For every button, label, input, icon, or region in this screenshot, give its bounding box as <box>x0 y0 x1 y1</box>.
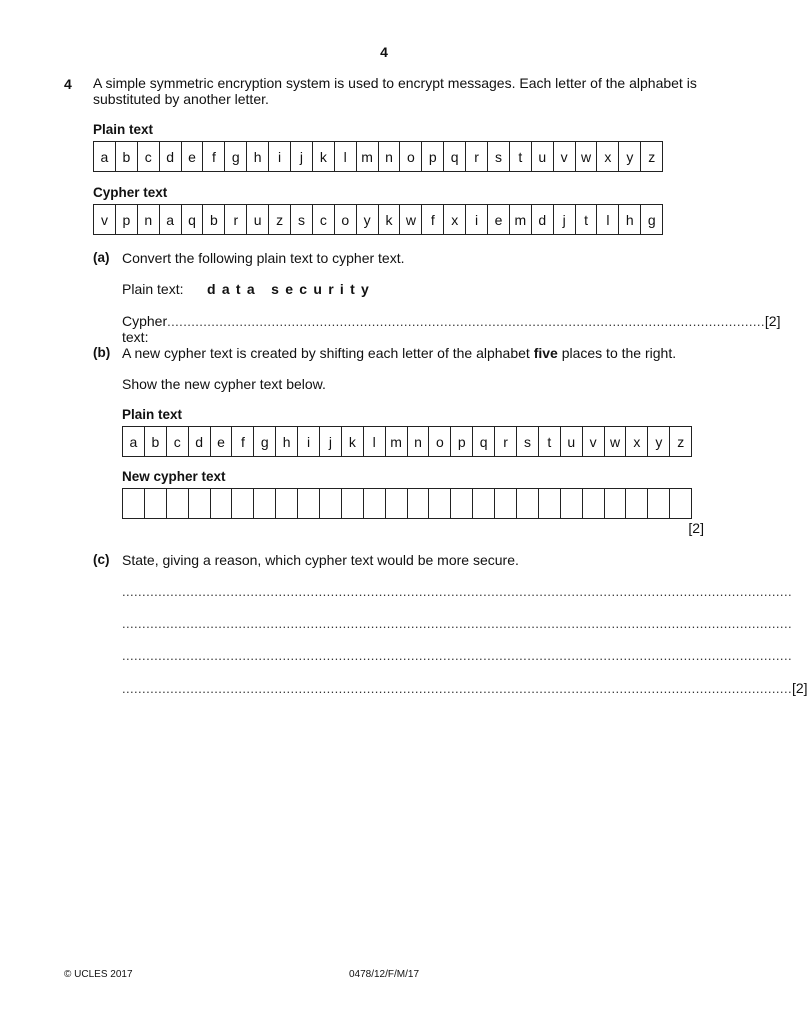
cypher-letter-cell: g <box>641 205 663 235</box>
new-cypher-cell[interactable] <box>166 489 188 519</box>
plain-letter-cell: b <box>144 427 166 457</box>
new-cypher-cell[interactable] <box>123 489 145 519</box>
new-cypher-cell[interactable] <box>473 489 495 519</box>
new-cypher-cell[interactable] <box>560 489 582 519</box>
new-cypher-cell[interactable] <box>648 489 670 519</box>
cypher-letter-cell: m <box>509 205 531 235</box>
part-c-answer-line-1[interactable] <box>122 584 792 599</box>
plain-letter-cell: o <box>429 427 451 457</box>
cypher-letter-cell: j <box>553 205 575 235</box>
plain-letter-cell: u <box>560 427 582 457</box>
plain-letter-cell: z <box>641 142 663 172</box>
question-intro: A simple symmetric encryption system is used to encrypt messages. Each letter of the alphabet is substituted by another letter. <box>93 75 697 107</box>
cypher-letter-cell: e <box>488 205 510 235</box>
part-b-plain-row <box>123 427 692 457</box>
cypher-letter-cell: x <box>444 205 466 235</box>
part-c-answer-line-2[interactable] <box>122 616 792 631</box>
plain-letter-cell: c <box>166 427 188 457</box>
cypher-letter-cell: k <box>378 205 400 235</box>
plain-letter-cell: a <box>94 142 116 172</box>
new-cypher-cell[interactable] <box>670 489 692 519</box>
plain-letter-cell: x <box>597 142 619 172</box>
new-cypher-cell[interactable] <box>626 489 648 519</box>
part-b-emphasis: five <box>533 345 558 361</box>
cypher-letter-cell: b <box>203 205 225 235</box>
new-cypher-row[interactable] <box>123 489 692 519</box>
plain-letter-cell: w <box>604 427 626 457</box>
part-a-text: Convert the following plain text to cypher text. <box>122 250 405 266</box>
plain-letter-cell: s <box>517 427 539 457</box>
cypher-letter-cell: t <box>575 205 597 235</box>
new-cypher-cell[interactable] <box>188 489 210 519</box>
plain-letter-cell: y <box>619 142 641 172</box>
plain-letter-cell: j <box>320 427 342 457</box>
new-cypher-cell[interactable] <box>363 489 385 519</box>
part-c-text: State, giving a reason, which cypher text would be more secure. <box>122 552 519 568</box>
part-c-mark: [2] <box>791 680 808 696</box>
answer-dots: ....................................................................................................................................................................... <box>122 616 792 631</box>
new-cypher-cell[interactable] <box>320 489 342 519</box>
part-b-plain-table <box>122 426 692 457</box>
answer-dots: ....................................................................................................................................................................... <box>122 648 792 663</box>
cypher-letter-cell: w <box>400 205 422 235</box>
new-cypher-cell[interactable] <box>407 489 429 519</box>
plain-letter-cell: f <box>203 142 225 172</box>
cypher-letter-cell: d <box>531 205 553 235</box>
plain-letter-cell: q <box>444 142 466 172</box>
new-cypher-cell[interactable] <box>604 489 626 519</box>
new-cypher-cell[interactable] <box>495 489 517 519</box>
plain-letter-cell: x <box>626 427 648 457</box>
plain-letter-cell: g <box>225 142 247 172</box>
plain-letter-cell: l <box>363 427 385 457</box>
new-cypher-table[interactable] <box>122 488 692 519</box>
plain-letter-cell: y <box>648 427 670 457</box>
part-b-label: (b) <box>93 345 111 360</box>
new-cypher-cell[interactable] <box>298 489 320 519</box>
new-cypher-cell[interactable] <box>341 489 363 519</box>
answer-dots: ..................................................................................................................................................... <box>167 314 765 329</box>
part-c-label: (c) <box>93 552 110 567</box>
cypher-letter-cell: y <box>356 205 378 235</box>
plain-letter-cell: o <box>400 142 422 172</box>
plain-letter-cell: v <box>582 427 604 457</box>
plain-letter-cell: z <box>670 427 692 457</box>
part-a-plain-value: d a t a s e c u r i t y <box>207 281 371 297</box>
plain-letter-cell: n <box>407 427 429 457</box>
plain-letter-cell: e <box>210 427 232 457</box>
part-b-plain-heading: Plain text <box>122 407 183 422</box>
cypher-letter-cell: n <box>137 205 159 235</box>
part-a-plain-label: Plain text: <box>122 281 184 297</box>
part-a-cypher-label: Cypher text: <box>122 313 168 345</box>
plain-letter-cell: t <box>509 142 531 172</box>
plain-letter-cell: k <box>341 427 363 457</box>
new-cypher-cell[interactable] <box>254 489 276 519</box>
cypher-text-row <box>94 205 663 235</box>
cypher-letter-cell: i <box>466 205 488 235</box>
cypher-letter-cell: s <box>291 205 313 235</box>
plain-letter-cell: n <box>378 142 400 172</box>
plain-letter-cell: p <box>422 142 444 172</box>
new-cypher-cell[interactable] <box>276 489 298 519</box>
answer-dots: ....................................................................................................................................................................... <box>122 681 792 696</box>
cypher-letter-cell: h <box>619 205 641 235</box>
new-cypher-cell[interactable] <box>144 489 166 519</box>
new-cypher-cell[interactable] <box>385 489 407 519</box>
answer-dots: ....................................................................................................................................................................... <box>122 584 792 599</box>
plain-letter-cell: f <box>232 427 254 457</box>
cypher-letter-cell: c <box>312 205 334 235</box>
plain-letter-cell: r <box>495 427 517 457</box>
plain-letter-cell: j <box>291 142 313 172</box>
plain-letter-cell: i <box>269 142 291 172</box>
cypher-letter-cell: a <box>159 205 181 235</box>
plain-letter-cell: m <box>356 142 378 172</box>
cypher-text-table <box>93 204 663 235</box>
part-b-instruction: Show the new cypher text below. <box>122 376 326 392</box>
cypher-letter-cell: f <box>422 205 444 235</box>
plain-letter-cell: r <box>466 142 488 172</box>
plain-text-table <box>93 141 663 172</box>
plain-letter-cell: i <box>298 427 320 457</box>
plain-letter-cell: v <box>553 142 575 172</box>
plain-letter-cell: t <box>538 427 560 457</box>
plain-letter-cell: w <box>575 142 597 172</box>
cypher-letter-cell: v <box>94 205 116 235</box>
new-cypher-cell[interactable] <box>232 489 254 519</box>
plain-letter-cell: b <box>115 142 137 172</box>
new-cypher-cell[interactable] <box>210 489 232 519</box>
plain-text-row <box>94 142 663 172</box>
part-c-answer-line-4[interactable] <box>122 680 808 696</box>
plain-letter-cell: e <box>181 142 203 172</box>
cypher-letter-cell: q <box>181 205 203 235</box>
question-number: 4 <box>64 76 72 92</box>
new-cypher-cell[interactable] <box>451 489 473 519</box>
new-cypher-cell[interactable] <box>517 489 539 519</box>
plain-letter-cell: c <box>137 142 159 172</box>
plain-letter-cell: d <box>159 142 181 172</box>
plain-letter-cell: g <box>254 427 276 457</box>
new-cypher-cell[interactable] <box>582 489 604 519</box>
cypher-letter-cell: r <box>225 205 247 235</box>
part-a-mark: [2] <box>764 313 781 329</box>
plain-letter-cell: k <box>312 142 334 172</box>
part-a-answer-line[interactable] <box>122 313 781 345</box>
cypher-letter-cell: p <box>115 205 137 235</box>
plain-letter-cell: p <box>451 427 473 457</box>
plain-letter-cell: h <box>247 142 269 172</box>
part-b-mark: [2] <box>688 520 704 536</box>
plain-letter-cell: q <box>473 427 495 457</box>
cypher-letter-cell: u <box>247 205 269 235</box>
part-b-text: A new cypher text is created by shifting each letter of the alphabet five places to the right. <box>122 345 677 361</box>
plain-text-heading: Plain text <box>93 122 154 137</box>
new-cypher-heading: New cypher text <box>122 469 226 484</box>
footer-copyright: © UCLES 2017 <box>64 969 133 980</box>
cypher-text-heading: Cypher text <box>93 185 168 200</box>
part-c-answer-line-3[interactable] <box>122 648 792 663</box>
footer-code: 0478/12/F/M/17 <box>348 969 420 980</box>
plain-letter-cell: s <box>488 142 510 172</box>
plain-letter-cell: a <box>123 427 145 457</box>
cypher-letter-cell: z <box>269 205 291 235</box>
plain-letter-cell: m <box>385 427 407 457</box>
part-a-label: (a) <box>93 250 110 265</box>
cypher-letter-cell: l <box>597 205 619 235</box>
page-number: 4 <box>380 44 388 60</box>
new-cypher-cell[interactable] <box>538 489 560 519</box>
new-cypher-cell[interactable] <box>429 489 451 519</box>
plain-letter-cell: d <box>188 427 210 457</box>
plain-letter-cell: u <box>531 142 553 172</box>
plain-letter-cell: h <box>276 427 298 457</box>
cypher-letter-cell: o <box>334 205 356 235</box>
plain-letter-cell: l <box>334 142 356 172</box>
